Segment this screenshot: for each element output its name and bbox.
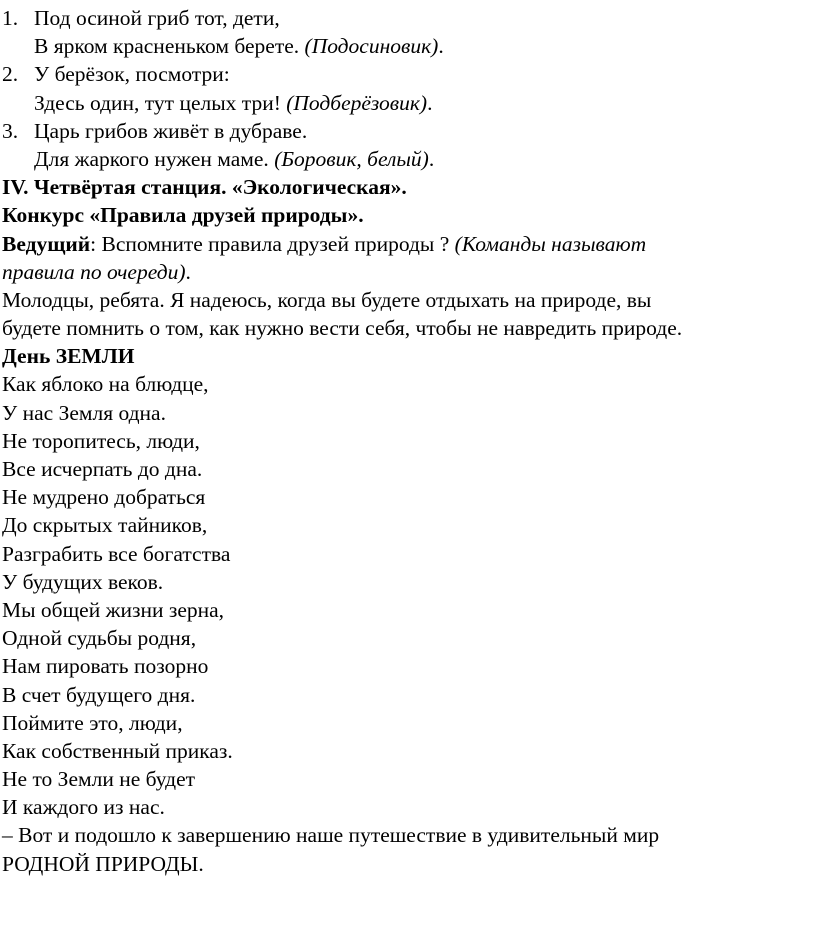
poem-line: Не торопитесь, люди, xyxy=(2,428,200,453)
riddle-2-line-1 xyxy=(2,60,814,88)
host-note-continued: правила по очереди) xyxy=(2,259,186,284)
closing-line-1: – Вот и подошло к завершению наше путешествие в удивительный мир xyxy=(2,823,660,848)
host-note-end: . xyxy=(185,259,191,284)
riddle-end: . xyxy=(428,146,435,171)
poem-line: Как собственный приказ. xyxy=(2,738,233,763)
poem-line: Все исчерпать до дна. xyxy=(2,457,203,481)
poem-line: В счет будущего дня. xyxy=(2,682,196,707)
riddle-answer: (Боровик, белый) xyxy=(274,146,429,171)
closing-line-2: РОДНОЙ ПРИРОДЫ. xyxy=(2,851,204,876)
riddle-text: У берёзок, посмотри: xyxy=(34,62,230,87)
poem-title: День ЗЕМЛИ xyxy=(2,344,135,369)
riddle-text: Царь грибов живёт в дубраве. xyxy=(34,118,308,143)
poem-line: Мы общей жизни зерна, xyxy=(2,597,225,622)
host-note: (Команды называют xyxy=(454,231,647,256)
contest-heading: Конкурс «Правила друзей природы». xyxy=(2,203,364,228)
riddle-text: Здесь один, тут целых три! xyxy=(34,90,281,115)
riddle-answer: (Подосиновик) xyxy=(304,34,439,59)
riddle-end: . xyxy=(438,34,444,59)
riddle-number: 2. xyxy=(2,62,19,87)
riddle-number: 1. xyxy=(2,6,19,30)
riddle-1-line-1 xyxy=(2,4,814,32)
riddle-text: В ярком красненьком берете. xyxy=(34,34,300,59)
riddle-text: Под осиной гриб тот, дети, xyxy=(34,6,280,30)
poem-line: Нам пировать позорно xyxy=(2,654,209,679)
riddle-answer: (Подберёзовик) xyxy=(286,90,428,115)
station-heading: IV. Четвёртая станция. «Экологическая». xyxy=(2,175,407,200)
host-colon: : xyxy=(90,231,97,256)
host-text: Вспомните правила друзей природы ? xyxy=(96,231,450,256)
riddle-end: . xyxy=(427,90,433,115)
host-note-line xyxy=(2,258,814,286)
document-page xyxy=(2,4,814,878)
poem-line: Не то Земли не будет xyxy=(2,767,196,792)
poem-line: До скрытых тайников, xyxy=(2,513,208,538)
poem-line: Разграбить все богатства xyxy=(2,541,231,566)
praise-line-1: Молодцы, ребята. Я надеюсь, когда вы будете отдыхать на природе, вы xyxy=(2,287,652,312)
riddle-2-line-2 xyxy=(2,89,814,117)
host-label: Ведущий xyxy=(2,231,91,256)
poem-line: Как яблоко на блюдце, xyxy=(2,372,209,397)
praise-line-2: будете помнить о том, как нужно вести себя, чтобы не навредить природе. xyxy=(2,316,683,341)
riddle-3-line-2 xyxy=(2,145,814,173)
riddle-text: Для жаркого нужен маме. xyxy=(34,146,269,171)
poem xyxy=(2,370,814,821)
poem-line: У нас Земля одна. xyxy=(2,400,166,425)
riddle-number: 3. xyxy=(2,118,19,143)
poem-line: Поймите это, люди, xyxy=(2,710,183,735)
riddle-3-line-1 xyxy=(2,117,814,145)
poem-line: У будущих веков. xyxy=(2,569,164,594)
poem-line: И каждого из нас. xyxy=(2,795,165,820)
riddle-1-line-2 xyxy=(2,32,814,60)
poem-line: Одной судьбы родня, xyxy=(2,626,197,651)
host-line xyxy=(2,230,814,258)
poem-line: Не мудрено добраться xyxy=(2,485,206,510)
